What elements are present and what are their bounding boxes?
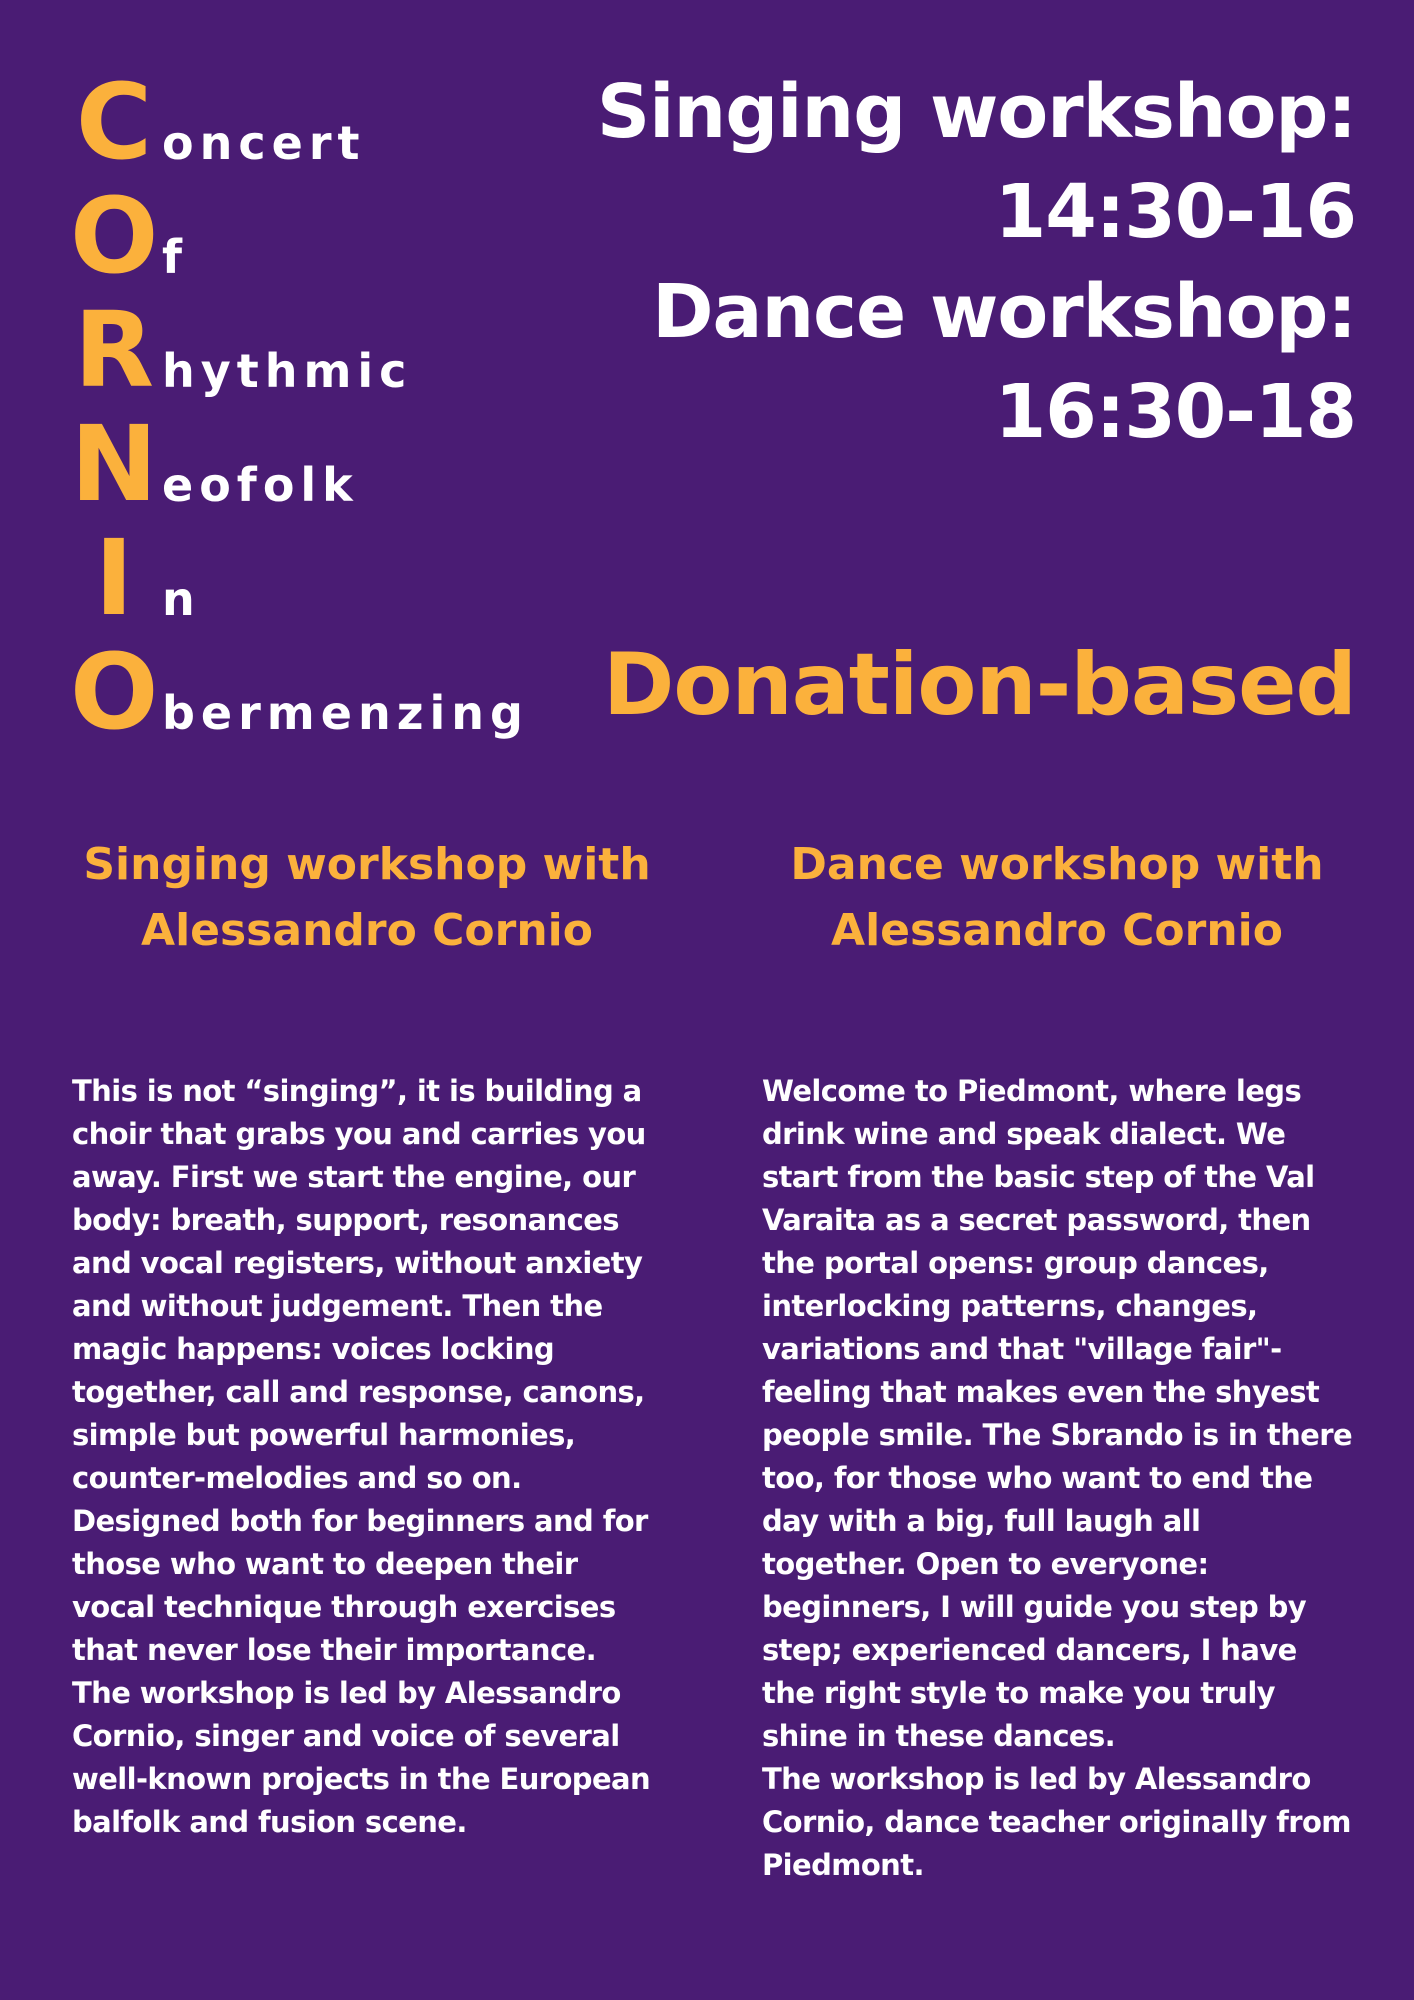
acrostic-word-rest: hythmic bbox=[162, 344, 413, 398]
dance-workshop-description bbox=[762, 1070, 1352, 1887]
dance-schedule-time: 16:30-18 bbox=[994, 369, 1356, 455]
acrostic-line-of bbox=[70, 174, 610, 297]
singing-heading-line1: Singing workshop with bbox=[83, 839, 651, 890]
acrostic-initial: N bbox=[70, 403, 158, 525]
singing-description-paragraph: This is not “singing”, it is building a choir that grabs you and carries you away. First we start the engine, our body: breath, support, resonances and vocal registers, without anxiety and without judgement. Then the magic happens: voices locking together, call and response, canons, simple but powerful harmonies, counter-melodies and so on. Designed both for beginners and for those who want to deepen their vocal technique through exercises that never lose their importance. bbox=[72, 1074, 648, 1667]
acrostic-initial: O bbox=[70, 175, 159, 297]
acrostic-line-rhythmic bbox=[70, 288, 610, 411]
acrostic-word-rest: eofolk bbox=[162, 458, 359, 512]
acrostic-line-in bbox=[70, 516, 610, 639]
acrostic-line-obermenzing bbox=[70, 630, 610, 753]
dance-leader-paragraph: The workshop is led by Alessandro Cornio, dance teacher originally from Piedmont. bbox=[762, 1762, 1351, 1882]
singing-workshop-description bbox=[72, 1070, 662, 1844]
acrostic-word-rest: bermenzing bbox=[162, 686, 529, 740]
singing-schedule-label: Singing workshop: bbox=[596, 69, 1356, 155]
dance-heading-line1: Dance workshop with bbox=[790, 839, 1324, 890]
acrostic-initial: R bbox=[73, 289, 155, 411]
acrostic-initial: C bbox=[75, 61, 153, 183]
singing-workshop-heading bbox=[72, 832, 662, 964]
dance-workshop-column bbox=[762, 832, 1352, 1887]
singing-schedule-time: 14:30-16 bbox=[994, 169, 1356, 255]
dance-description-paragraph: Welcome to Piedmont, where legs drink wine and speak dialect. We start from the basic step of the Val Varaita as a secret password, then the portal opens: group dances, interlocking patterns, changes, variations and that "village fair"-feeling that makes even the shyest people smile. The Sbrando is in there too, for those who want to end the day with a big, full laugh all together. Open to everyone: beginners, I will guide you step by step; experienced dancers, I have the right style to make you truly shine in these dances. bbox=[762, 1074, 1353, 1753]
dance-heading-line2: Alessandro Cornio bbox=[831, 905, 1283, 956]
acrostic-initial: I bbox=[94, 517, 134, 639]
dance-workshop-heading bbox=[762, 832, 1352, 964]
acrostic-word-rest: n bbox=[162, 572, 201, 626]
acrostic-word-rest: oncert bbox=[162, 116, 366, 170]
singing-leader-paragraph: The workshop is led by Alessandro Cornio, singer and voice of several well-known projects in the European balfolk and fusion scene. bbox=[72, 1676, 651, 1839]
schedule-block bbox=[596, 62, 1356, 462]
singing-heading-line2: Alessandro Cornio bbox=[141, 905, 593, 956]
acrostic-word-rest: f bbox=[162, 230, 189, 284]
acrostic-line-neofolk bbox=[70, 402, 610, 525]
acrostic-title bbox=[70, 60, 610, 753]
singing-workshop-column bbox=[72, 832, 662, 1844]
donation-label: Donation-based bbox=[603, 635, 1356, 735]
acrostic-line-concert bbox=[70, 60, 610, 183]
dance-schedule-label: Dance workshop: bbox=[652, 269, 1356, 355]
acrostic-initial: O bbox=[70, 631, 159, 753]
